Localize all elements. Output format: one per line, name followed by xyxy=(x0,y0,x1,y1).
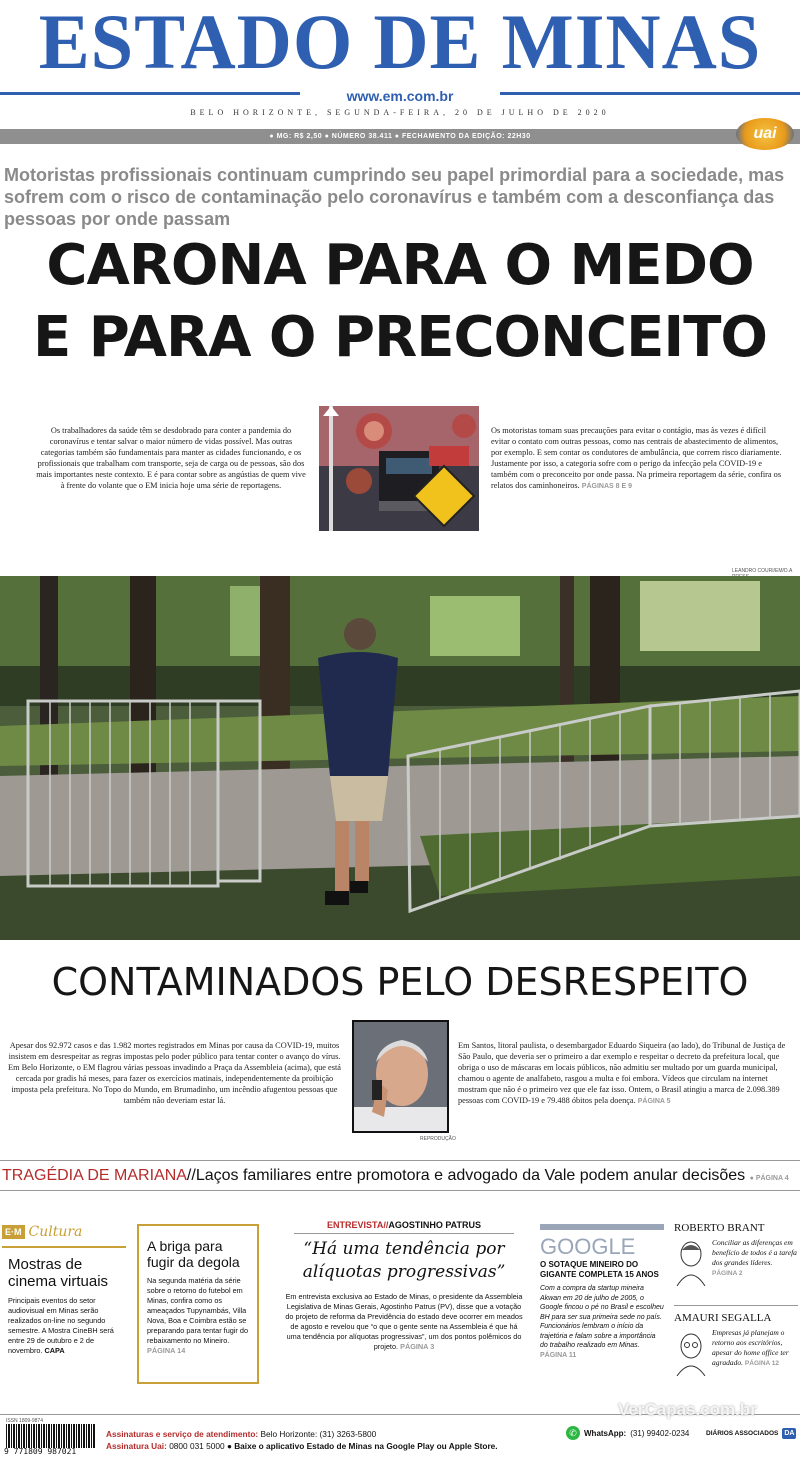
google-title: GOOGLE xyxy=(540,1234,636,1259)
columnist-page: PÁGINA 12 xyxy=(744,1360,779,1367)
masthead-url[interactable]: www.em.com.br xyxy=(300,88,500,104)
lead-right-pages[interactable]: PÁGINAS 8 E 9 xyxy=(581,483,632,490)
lead-headline-line2: E PARA O PRECONCEITO xyxy=(32,305,768,370)
divider xyxy=(0,1190,800,1191)
cultura-teaser[interactable] xyxy=(2,1224,126,1384)
divider xyxy=(0,1160,800,1161)
entrevista-name: AGOSTINHO PATRUS xyxy=(388,1220,481,1230)
portrait-photo xyxy=(352,1020,449,1133)
masthead-title: ESTADO DE MINAS xyxy=(38,0,762,85)
columnist-segalla[interactable] xyxy=(674,1312,798,1376)
entrevista-page: PÁGINA 3 xyxy=(400,1342,435,1351)
main-photo xyxy=(0,576,800,940)
lead-right-text: Os motoristas tomam suas precauções para evitar o contágio, mas às vezes é difícil evitar o contato com outras pessoas, como nas centrais de abastecimento de alimentos, por exemplo. E sem contar os condutores de ambulância, que correm risco diariamente. Justamente por isso, a categoria sofre com o perigo da infecção pela COVID-19 e também com o preconceito por onde passa. Na primeira reportagem da série, confira os relatos dos caminhoneiros. PÁGINAS 8 E 9 xyxy=(491,426,782,490)
lead-left-text: Os trabalhadores da saúde têm se desdobrado para conter a pandemia do coronavírus e tentar salvar o maior número de vidas possível. Mas outras categorias também são fundamentais para manter as cidades funcionando, e os profissionais que trabalham com transporte, seja de carga ou de pessoas, são dos mais importantes neste contexto. E é para contar sobre as angústias de quem vive à frente do volante que o EM inicia hoje uma série de reportagens. xyxy=(36,426,306,490)
footer-line1-value[interactable]: Belo Horizonte: (31) 3263-5800 xyxy=(260,1429,377,1439)
mariana-page: ● PÁGINA 4 xyxy=(749,1175,789,1182)
mariana-separator: // xyxy=(186,1167,196,1184)
columnist-brant[interactable] xyxy=(674,1222,798,1286)
degola-text: Na segunda matéria da série sobre o retorno do futebol em Minas, confira como os ameaçados Tupynambás, Villa Nova, Boa e Coimbra estão se preparando para tentar fugir do rebaixamento no Mineiro. xyxy=(147,1276,249,1345)
lead-headline xyxy=(0,230,800,374)
google-teaser[interactable] xyxy=(540,1224,664,1384)
google-text: Com a compra da startup mineira Akwan em 20 de julho de 2005, o Google fincou o pé no Brasil e escolheu BH para ser sua primeira sede no país. Funcionários lembram o início da trajetória e falam sobre a importância do trabalho realizado em Minas. xyxy=(540,1285,664,1349)
degola-teaser[interactable] xyxy=(137,1224,259,1384)
photo-credit: LEANDRO COURI/EM/D.A xyxy=(732,568,793,574)
masthead xyxy=(0,0,800,84)
truck-illustration xyxy=(319,406,479,531)
columnist-name: AMAURI SEGALLA xyxy=(674,1312,772,1324)
whatsapp-contact[interactable] xyxy=(566,1426,689,1440)
entrevista-teaser[interactable] xyxy=(284,1220,524,1390)
whatsapp-label: WhatsApp: xyxy=(584,1428,627,1438)
barcode xyxy=(6,1424,96,1448)
footer-contacts xyxy=(106,1428,498,1452)
columnist-text: Empresas já planejam o retorno aos escritórios, apesar do home office ter agradado. xyxy=(712,1328,789,1367)
mariana-text: Laços familiares entre promotora e advogado da Vale podem anular decisões xyxy=(195,1167,746,1184)
degola-page: PÁGINA 14 xyxy=(147,1346,186,1355)
em-logo: E·M xyxy=(2,1225,25,1239)
whatsapp-icon: ✆ xyxy=(566,1426,580,1440)
entrevista-quote: “Há uma tendência por alíquotas progressivas” xyxy=(302,1239,506,1282)
watermark: VerCapas.com.br xyxy=(618,1400,757,1419)
entrevista-text: Em entrevista exclusiva ao Estado de Minas, o presidente da Assembleia Legislativa de Minas Gerais, Agostinho Patrus (PV), disse que a votação do projeto de reforma da Previdência do estado deve ocorrer em meados de agosto e revelou que “o que o gente sente na Assembleia é que há uma tendência por alíquotas progressivas”, um dos pontos polêmicos do projeto. xyxy=(285,1292,523,1351)
footer-line2-label: Assinatura Uai: xyxy=(106,1441,167,1451)
cultura-tag: CAPA xyxy=(44,1346,65,1355)
columnist-name: ROBERTO BRANT xyxy=(674,1222,765,1234)
uai-logo[interactable]: uai xyxy=(736,118,794,150)
second-right-text: Em Santos, litoral paulista, o desembargador Eduardo Siqueira (ao lado), do Tribunal de Justiça de São Paulo, que deveria ser o primeiro a dar exemplo e respeitar o decreto da prefeitura local, que obriga o uso de máscaras em locais públicos, não admitiu ser multado por um guarda municipal, chamou o agente de analfabeto, rasgou a multa e foi embora. Vídeos que circulam na internet mostram que não é o primeiro vez que ele faz isso. Ontem, o Brasil atingiu a marca de 2.098.389 pessoas com COVID-19 e 79.488 óbitos pela doença. PÁGINA 5 xyxy=(458,1041,786,1105)
lead-headline-line1: CARONA PARA O MEDO xyxy=(46,233,754,298)
columnist-portrait xyxy=(674,1238,708,1286)
columnist-text: Conciliar as diferenças em benefício de todos é a tarefa dos grandes líderes. xyxy=(712,1238,797,1267)
footer-line2-value[interactable]: 0800 031 5000 xyxy=(169,1441,225,1451)
dateline: BELO HORIZONTE, SEGUNDA-FEIRA, 20 DE JULHO DE 2020 xyxy=(190,108,610,117)
barcode-number: 9 771809 987021 xyxy=(4,1447,77,1456)
columnist-portrait xyxy=(674,1328,708,1376)
info-bar: ● MG: R$ 2,50 ● NÚMERO 38.411 ● FECHAMENTO DA EDIÇÃO: 22H30 xyxy=(0,129,800,144)
footer-app-text[interactable]: ● Baixe o aplicativo Estado de Minas na Google Play ou Apple Store. xyxy=(226,1441,498,1451)
google-page: PÁGINA 11 xyxy=(540,1351,577,1359)
cultura-title: Mostras de cinema virtuais xyxy=(8,1256,109,1290)
diarios-associados: DIÁRIOS ASSOCIADOS DA xyxy=(706,1430,795,1437)
second-headline: CONTAMINADOS PELO DESRESPEITO xyxy=(51,960,749,1004)
second-left-text: Apesar dos 92.972 casos e das 1.982 mortes registrados em Minas por causa da COVID-19, muitos insistem em desrespeitar as regras impostas pelo poder público para tentar conter o avanço do vírus. Em Belo Horizonte, o EM flagrou várias pessoas invadindo a Praça da Assembleia (acima), que está cercada por gradis há meses, para fazer os exercícios matinais, independentemente da proibição imposta pela prefeitura. No Topo do Mundo, em Brumadinho, um incêndio afugentou pessoas que também não deveriam estar lá. xyxy=(8,1041,341,1105)
lead-kicker: Motoristas profissionais continuam cumprindo seu papel primordial para a sociedade, mas sofrem com o risco de contaminação pelo coronavírus e também com a desconfiança das pessoas por onde passam xyxy=(4,165,785,229)
mariana-section: TRAGÉDIA DE MARIANA xyxy=(2,1167,187,1184)
cultura-text: Principais eventos do setor audiovisual em Minas serão realizados on-line no segundo semestre. A Mostra CineBH será entre 29 de outubro e 2 de novembro. xyxy=(8,1296,114,1355)
columnist-page: PÁGINA 2 xyxy=(712,1270,743,1277)
degola-title: A briga para fugir da degola xyxy=(147,1238,240,1270)
cultura-logo: Cultura xyxy=(28,1224,83,1240)
da-logo-icon: DA xyxy=(784,1430,795,1437)
issn: ISSN 1809-9874 xyxy=(6,1418,43,1424)
divider xyxy=(674,1305,798,1306)
entrevista-label: ENTREVISTA// xyxy=(326,1220,389,1230)
mariana-teaser[interactable] xyxy=(2,1166,798,1189)
second-right-page[interactable]: PÁGINA 5 xyxy=(637,1098,671,1105)
portrait-credit: REPRODUÇÃO xyxy=(420,1136,456,1142)
footer-line1-label: Assinaturas e serviço de atendimento: xyxy=(106,1429,259,1439)
whatsapp-number: (31) 99402-0234 xyxy=(630,1428,690,1438)
google-subtitle: O SOTAQUE MINEIRO DO GIGANTE COMPLETA 15 ANOS xyxy=(540,1260,659,1279)
